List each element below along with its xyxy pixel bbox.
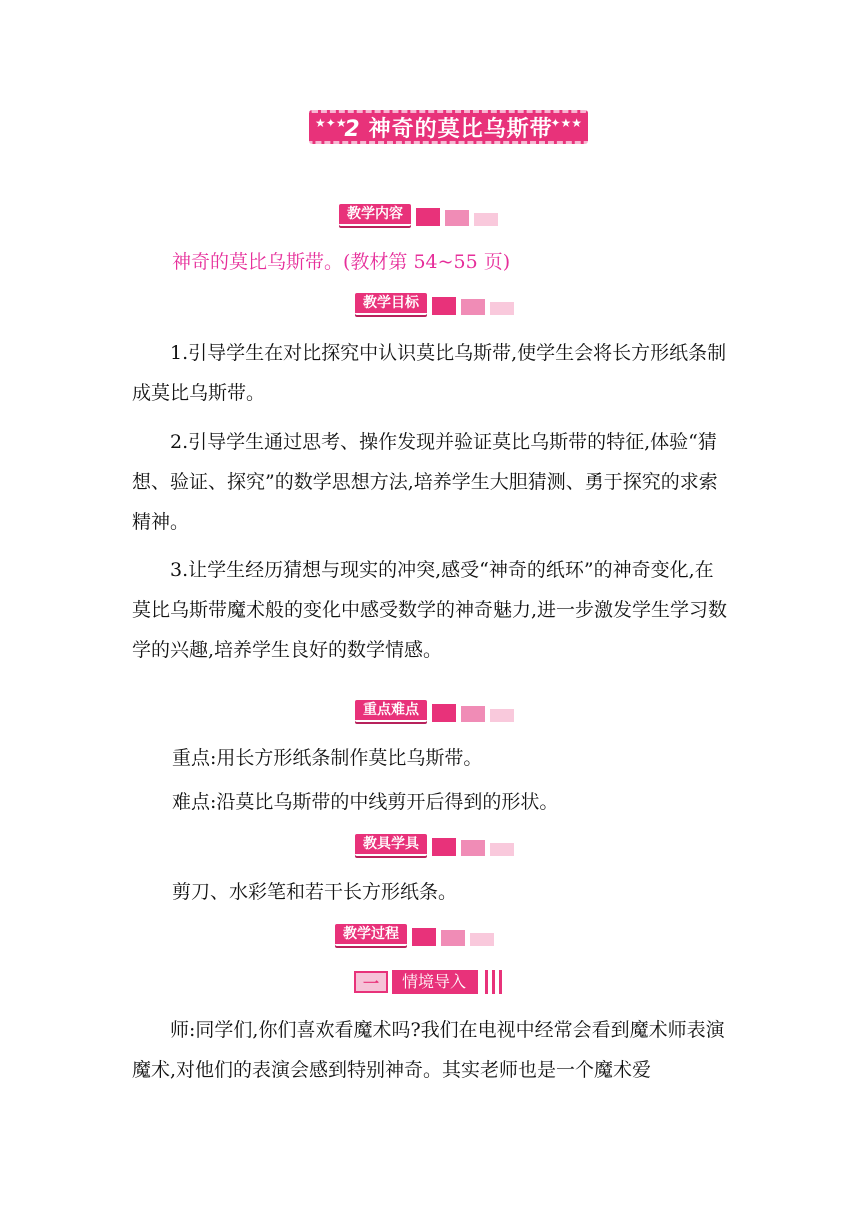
decor-square	[461, 706, 485, 722]
step-number: 一	[354, 971, 388, 993]
section-label: 教学过程	[335, 924, 407, 946]
decor-square	[470, 933, 494, 946]
decor-square	[461, 299, 485, 315]
decor-square	[432, 704, 456, 722]
decor-square	[490, 843, 514, 856]
difficult-point-text: 难点:沿莫比乌斯带的中线剪开后得到的形状。	[172, 791, 559, 813]
decor-square	[416, 208, 440, 226]
decor-square	[412, 928, 436, 946]
content-text: 神奇的莫比乌斯带。(教材第 54~55 页)	[172, 251, 511, 273]
lesson-title-banner	[309, 110, 588, 144]
process-text: 师:同学们,你们喜欢看魔术吗?我们在电视中经常会看到魔术师表演魔术,对他们的表演会感到特别神奇。其实老师也是一个魔术爱	[132, 1019, 725, 1081]
lesson-title-text: 神奇的莫比乌斯带	[368, 116, 553, 142]
star-decoration-icon: ★✦★	[315, 116, 347, 130]
lesson-title	[344, 112, 552, 143]
step-label: 情境导入	[392, 970, 478, 994]
decor-square	[461, 840, 485, 856]
section-label: 教学内容	[339, 204, 411, 226]
goal-item-2: 2.引导学生通过思考、操作发现并验证莫比乌斯带的特征,体验“猜想、验证、探究”的数学思想方法,培养学生大胆猜测、勇于探究的求索精神。	[132, 431, 718, 533]
sub-header-step1	[354, 969, 502, 995]
section-header-goals	[355, 295, 514, 315]
decor-bars	[481, 970, 502, 994]
goal-item-3: 3.让学生经历猜想与现实的冲突,感受“神奇的纸环”的神奇变化,在莫比乌斯带魔术般的变化中感受数学的神奇魅力,进一步激发学生学习数学的兴趣,培养学生良好的数学情感。	[132, 559, 728, 661]
section-header-tools	[355, 836, 514, 856]
decor-square	[432, 838, 456, 856]
decor-square	[432, 297, 456, 315]
section-header-key-points	[355, 702, 514, 722]
section-label: 教学目标	[355, 293, 427, 315]
decor-square	[441, 930, 465, 946]
star-decoration-icon: ✦★★	[550, 116, 582, 130]
goal-item-1: 1.引导学生在对比探究中认识莫比乌斯带,使学生会将长方形纸条制成莫比乌斯带。	[132, 342, 727, 404]
section-header-content	[339, 206, 498, 226]
key-point-text: 重点:用长方形纸条制作莫比乌斯带。	[172, 747, 483, 769]
decor-square	[445, 210, 469, 226]
decor-square	[474, 213, 498, 226]
section-label: 教具学具	[355, 834, 427, 856]
section-header-process	[335, 926, 494, 946]
decor-square	[490, 709, 514, 722]
section-label: 重点难点	[355, 700, 427, 722]
tools-text: 剪刀、水彩笔和若干长方形纸条。	[172, 881, 458, 903]
lesson-number: 2	[344, 116, 361, 142]
decor-square	[490, 302, 514, 315]
